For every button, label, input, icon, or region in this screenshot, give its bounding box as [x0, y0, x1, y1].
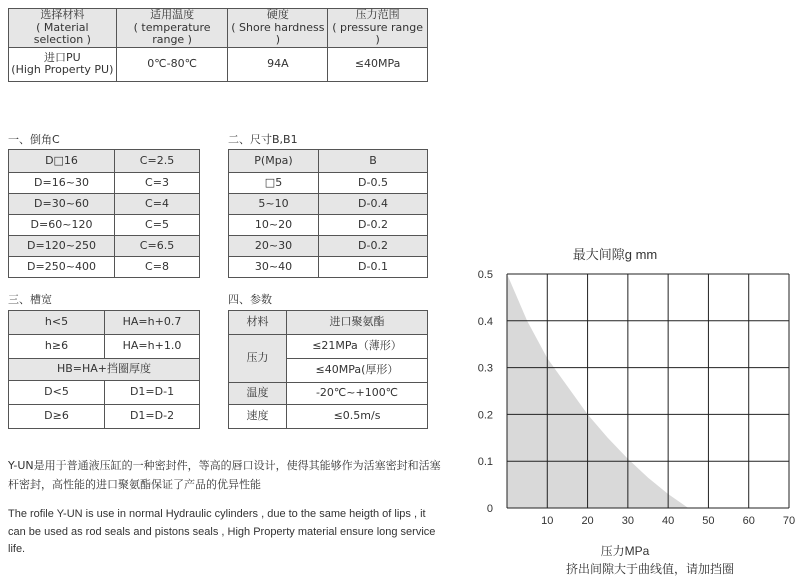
- x-axis-ticks: [541, 515, 795, 527]
- dimensions-cell: 30~40: [229, 257, 319, 278]
- gap-chart: [465, 240, 795, 580]
- y-axis-ticks: [478, 269, 493, 515]
- chamfer-title: 一、倒角C: [8, 133, 60, 146]
- groove-span-cell: HB=HA+挡圈厚度: [9, 359, 200, 381]
- chamfer-cell: D=120~250: [9, 236, 115, 257]
- params-cell: ≤21MPa（薄形）: [287, 335, 428, 359]
- y-tick-label: 0.5: [477, 269, 493, 281]
- groove-table: [8, 310, 200, 429]
- groove-cell: h≥6: [9, 335, 105, 359]
- temperature-value: 0℃-80℃: [116, 47, 228, 81]
- params-pressure-label: 压力: [229, 335, 287, 383]
- dimensions-cell: 10~20: [229, 215, 319, 236]
- chamfer-cell: D=16~30: [9, 173, 115, 194]
- dimensions-cell: D-0.5: [319, 173, 428, 194]
- dimensions-cell: D-0.4: [319, 194, 428, 215]
- dimensions-cell: D-0.1: [319, 257, 428, 278]
- y-tick-label: 0.2: [477, 409, 493, 422]
- dimensions-cell: D-0.2: [319, 236, 428, 257]
- x-tick-label: 40: [662, 515, 675, 527]
- header-hardness: 硬度 ( Shore hardness ): [228, 9, 328, 48]
- header-temperature: 适用温度 ( temperature range ): [116, 9, 228, 48]
- chamfer-cell: D=60~120: [9, 215, 115, 236]
- chamfer-cell: C=4: [115, 194, 200, 215]
- description-en: The rofile Y-UN is use in normal Hydraulic cylinders , due to the same heigth of lips , it can be used as rod seals and pistons seals , High Property material ensure long service life.: [8, 508, 436, 556]
- y-tick-label: 0.4: [477, 315, 493, 328]
- description-cn: Y-UN是用于普通液压缸的一种密封件，等高的唇口设计，使得其能够作为活塞密封和活塞杆密封，高性能的进口聚氨酯保证了产品的优异性能: [8, 459, 441, 492]
- params-table: [228, 310, 428, 429]
- groove-cell: D≥6: [9, 405, 105, 429]
- groove-cell: D<5: [9, 381, 105, 405]
- groove-cell: HA=h+1.0: [105, 335, 200, 359]
- groove-cell: D1=D-2: [105, 405, 200, 429]
- dimensions-cell: □5: [229, 173, 319, 194]
- x-tick-label: 20: [581, 515, 594, 527]
- dimensions-cell: 20~30: [229, 236, 319, 257]
- chamfer-cell: D=30~60: [9, 194, 115, 215]
- dimensions-title: 二、尺寸B,B1: [228, 133, 298, 146]
- chamfer-cell: C=5: [115, 215, 200, 236]
- x-tick-label: 50: [702, 515, 715, 527]
- chamfer-cell: C=6.5: [115, 236, 200, 257]
- curve-area: [507, 274, 688, 508]
- x-axis-label: 压力MPa: [600, 544, 650, 558]
- chamfer-cell: C=2.5: [115, 150, 200, 173]
- params-label: 速度: [229, 405, 287, 429]
- params-cell: ≤0.5m/s: [287, 405, 428, 429]
- header-pressure: 压力范围 ( pressure range ): [328, 9, 428, 48]
- header-material: 选择材料 ( Material selection ): [9, 9, 117, 48]
- chart-title: 最大间隙g mm: [572, 247, 658, 262]
- hardness-value: 94A: [228, 47, 328, 81]
- chamfer-cell: C=8: [115, 257, 200, 278]
- chart-caption: 挤出间隙大于曲线值，请加挡圈: [565, 562, 735, 576]
- params-header-material: 材料: [229, 311, 287, 335]
- chamfer-cell: D□16: [9, 150, 115, 173]
- params-header-value: 进口聚氨酯: [287, 311, 428, 335]
- x-tick-label: 10: [541, 515, 554, 527]
- y-tick-label: 0.3: [477, 362, 493, 375]
- dimensions-header-p: P(Mpa): [229, 150, 319, 173]
- dimensions-cell: 5~10: [229, 194, 319, 215]
- y-tick-label: 0: [486, 503, 493, 515]
- dimensions-cell: D-0.2: [319, 215, 428, 236]
- dimensions-table: [228, 149, 428, 278]
- groove-cell: HA=h+0.7: [105, 311, 200, 335]
- material-value: 进口PU (High Property PU): [9, 47, 117, 81]
- x-tick-label: 60: [742, 515, 755, 527]
- chamfer-cell: C=3: [115, 173, 200, 194]
- dimensions-header-b: B: [319, 150, 428, 173]
- groove-cell: D1=D-1: [105, 381, 200, 405]
- params-title: 四、参数: [228, 293, 272, 306]
- chamfer-table: [8, 149, 200, 278]
- x-tick-label: 70: [782, 515, 795, 527]
- groove-cell: h<5: [9, 311, 105, 335]
- x-tick-label: 30: [621, 515, 634, 527]
- chamfer-cell: D=250~400: [9, 257, 115, 278]
- params-cell: ≤40MPa(厚形）: [287, 359, 428, 383]
- params-label: 温度: [229, 383, 287, 405]
- y-tick-label: 0.1: [477, 456, 493, 469]
- params-cell: -20℃~+100℃: [287, 383, 428, 405]
- material-table: [8, 8, 428, 82]
- groove-title: 三、槽宽: [8, 293, 52, 306]
- pressure-value: ≤40MPa: [328, 47, 428, 81]
